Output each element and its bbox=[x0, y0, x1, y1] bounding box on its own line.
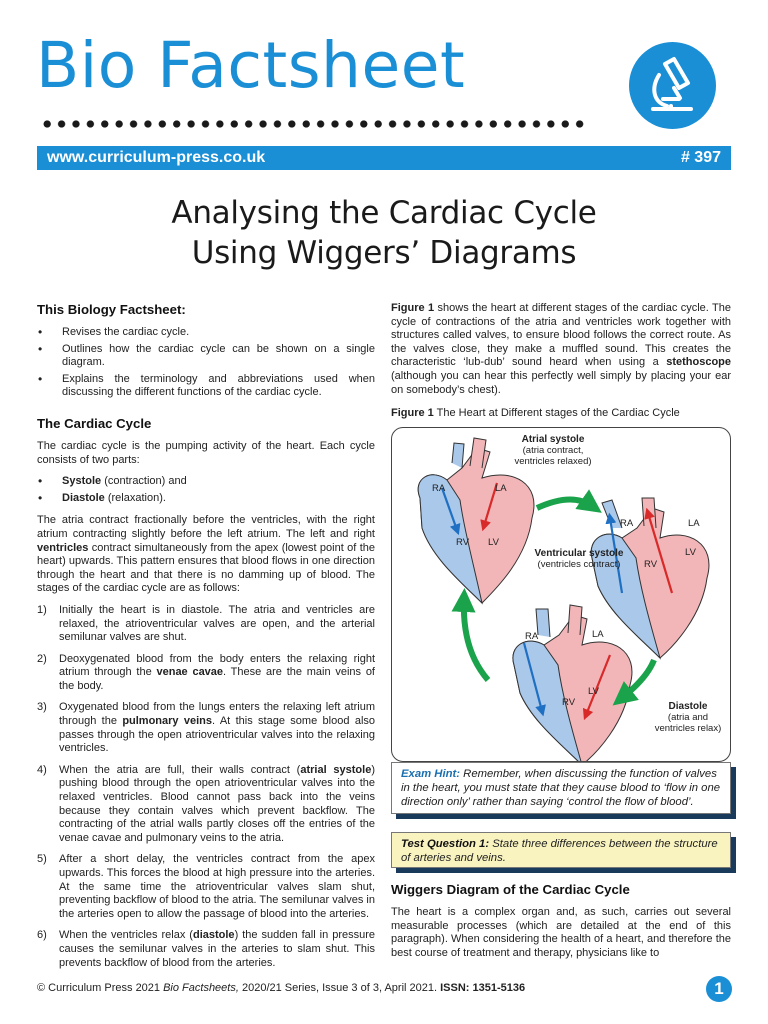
exam-hint-box bbox=[391, 762, 731, 814]
heart1-lv: LV bbox=[488, 536, 499, 548]
title-line-2: Using Wiggers’ Diagrams bbox=[191, 235, 577, 271]
stage-item: 6) When the ventricles relax (diastole) the sudden fall in pressure causes the semilunar valves in the arteries to slam shut. This prevents backflow of blood from the arteries. bbox=[37, 929, 376, 969]
right-column bbox=[391, 302, 731, 762]
part-item: • Diastole (relaxation). bbox=[37, 492, 375, 506]
figure-intro-paragraph: Figure 1 shows the heart at different stages of the cardiac cycle. The cycle of contractions of the atria and ventricles work together with structures called valves, to ensure blood follows the correct route. As the valves close, they make a muffled sound. This creates the characteristic ‘lub-dub’ sound heard when using a stethoscope (although you can hear this perfectly well simply by placing your ear on somebody’s chest). bbox=[391, 302, 731, 396]
issue-number: # 397 bbox=[680, 149, 721, 166]
header-bar bbox=[37, 146, 731, 170]
title-line-1: Analysing the Cardiac Cycle bbox=[171, 195, 597, 231]
test-question-text: State three differences between the structure of arteries and veins. bbox=[401, 838, 718, 864]
cardiac-cycle-intro: The cardiac cycle is the pumping activity of the heart. Each cycle consists of two parts: bbox=[37, 439, 375, 466]
wiggers-paragraph: The heart is a complex organ and, as such, carries out several measurable processes (which are detailed at the end of this paragraph). When considering the health of a heart, and therefore the best course of treatment and therapy, physicians like to bbox=[391, 906, 731, 959]
cycle-arrow bbox=[537, 499, 592, 508]
intro-bullet: • Outlines how the cardiac cycle can be shown on a single diagram. bbox=[37, 343, 375, 370]
left-column bbox=[37, 302, 375, 978]
intro-bullet: • Revises the cardiac cycle. bbox=[37, 326, 375, 340]
wiggers-section bbox=[391, 882, 731, 968]
brand-title: Bio Factsheet bbox=[36, 29, 466, 102]
stage-item: 1) Initially the heart is in diastole. The atria and ventricles are relaxed, the atrioventricular valves are open, and the arterial semilunar valves are shut. bbox=[37, 603, 375, 644]
cardiac-cycle-figure bbox=[391, 427, 731, 762]
heart2-ra: RA bbox=[620, 517, 634, 529]
heart3-lv: LV bbox=[588, 685, 599, 697]
exam-hint-text: Remember, when discussing the function of valves in the heart, you must state that they cause blood to ‘flow in one direction only’ rather than saying ‘control the flow of blood’. bbox=[401, 768, 721, 808]
page-number: 1 bbox=[706, 976, 732, 1002]
part-item: • Systole (contraction) and bbox=[37, 475, 375, 489]
stage-item: 3) Oxygenated blood from the lungs enters the relaxing left atrium through the pulmonary veins. At this stage some blood also passes through the open atrioventricular valves into the relaxing ventricles. bbox=[37, 701, 376, 755]
heart1-ra: RA bbox=[432, 482, 446, 494]
heart3-rv: RV bbox=[562, 696, 576, 708]
page-title bbox=[0, 193, 768, 273]
heart3-ra: RA bbox=[525, 630, 539, 642]
intro-bullets bbox=[37, 326, 375, 400]
stage-item: 4) When the atria are full, their walls contract (atrial systole) pushing blood through the open atrioventricular valves into the relaxed ventricles. Blood cannot pass back into the veins because they contain valves which prevent backflow. The contracting of the atrial walls partly closes off the entries of the venae cavae and pulmonary veins to the atria. bbox=[37, 763, 375, 844]
cardiac-cycle-heading: The Cardiac Cycle bbox=[37, 415, 152, 431]
intro-bullet: • Explains the terminology and abbreviations used when discussing the different functions of the cardiac cycle. bbox=[37, 373, 375, 400]
label-atrial-systole: Atrial systole (atria contract, ventricles relaxed) bbox=[514, 433, 592, 467]
test-question-box bbox=[391, 832, 731, 868]
stage-item: 2) Deoxygenated blood from the body enters the relaxing right atrium through the venae cavae. These are the main veins of the body. bbox=[37, 652, 375, 692]
microscope-icon bbox=[629, 42, 716, 129]
heart3-la: LA bbox=[592, 628, 604, 640]
intro-heading: This Biology Factsheet: bbox=[37, 302, 186, 317]
cycle-arrow bbox=[464, 600, 488, 680]
heart1-rv: RV bbox=[456, 536, 470, 548]
cardiac-cycle-paragraph: The atria contract fractionally before the ventricles, with the right atrium contracting slightly before the left atrium. The left and right ventricles contract simultaneously from the apex (lowest point of the heart) upwards. This pattern ensures that blood flows in one direction through the heart and that there is no damming up of blood. The stages of the cardiac cycle are as follows: bbox=[37, 514, 375, 595]
stage-item: 5) After a short delay, the ventricles contract from the apex upwards. This forces the blood at high pressure into the arteries. At the same time the atrioventricular valves slam shut, preventing backflow of blood to the atria. The semilunar valves in the arteries open to allow the passage of blood into the arteries. bbox=[37, 853, 375, 920]
heart-diastole bbox=[513, 605, 632, 762]
heart2-rv: RV bbox=[644, 558, 658, 570]
test-question-label: Test Question 1: bbox=[401, 838, 490, 850]
label-diastole: Diastole (atria and ventricles relax) bbox=[654, 700, 722, 734]
label-ventricular-systole: Ventricular systole (ventricles contract) bbox=[534, 547, 624, 570]
heart1-la: LA bbox=[495, 482, 507, 494]
heart2-lv: LV bbox=[685, 546, 696, 558]
dot-divider bbox=[40, 117, 588, 131]
figure-caption: Figure 1 The Heart at Different stages of the Cardiac Cycle bbox=[391, 407, 680, 420]
heart2-la: LA bbox=[688, 517, 700, 529]
footer: © Curriculum Press 2021 Bio Factsheets, 2020/21 Series, Issue 3 of 3, April 2021. ISSN: 1351-5136 bbox=[37, 982, 526, 994]
exam-hint-label: Exam Hint: bbox=[401, 768, 461, 780]
website-url: www.curriculum-press.co.uk bbox=[47, 149, 266, 166]
wiggers-heading: Wiggers Diagram of the Cardiac Cycle bbox=[391, 882, 630, 897]
